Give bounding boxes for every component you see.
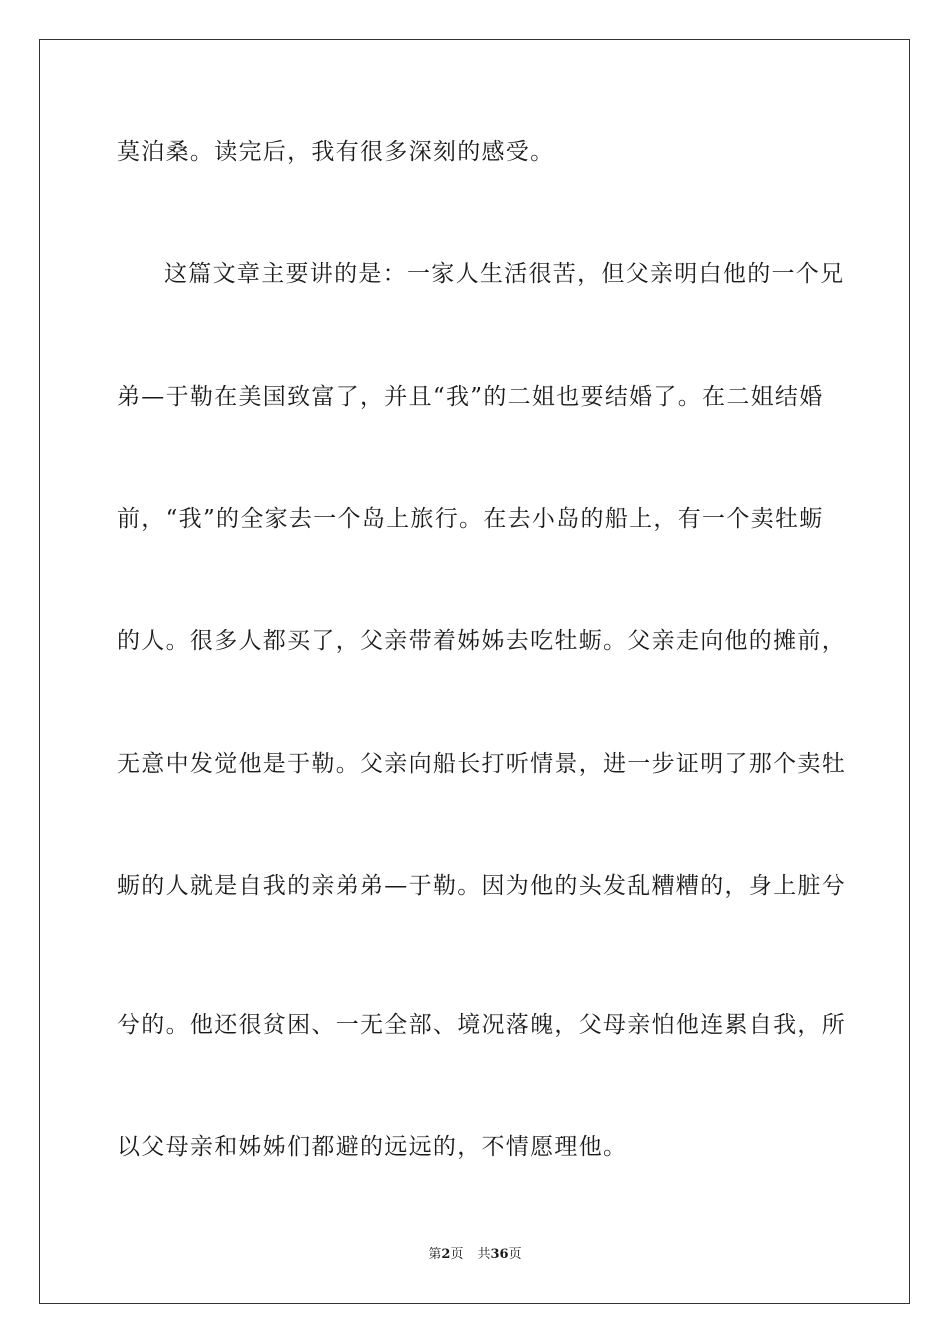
- total-prefix: 共: [477, 1247, 491, 1262]
- text-line-9: 以父母亲和姊姊们都避的远远的，不情愿理他。: [117, 1134, 628, 1160]
- text-line-5: 的人。很多人都买了，父亲带着姊姊去吃牡蛎。父亲走向他的摊前，: [117, 628, 846, 654]
- text-line-7: 蛎的人就是自我的亲弟弟—于勒。因为他的头发乱糟糟的，身上脏兮: [117, 873, 846, 899]
- page-suffix: 页: [450, 1247, 464, 1262]
- text-line-8: 兮的。他还很贫困、一无全部、境况落魄，父母亲怕他连累自我，所: [117, 1012, 846, 1038]
- text-line-4: 前，“我”的全家去一个岛上旅行。在去小岛的船上，有一个卖牡蛎: [117, 506, 824, 532]
- total-pages: 36: [490, 1247, 509, 1262]
- total-suffix: 页: [508, 1247, 522, 1262]
- text-line-1: 莫泊桑。读完后，我有很多深刻的感受。: [117, 139, 555, 165]
- page-number: 2: [441, 1247, 451, 1262]
- text-line-3: 弟—于勒在美国致富了，并且“我”的二姐也要结婚了。在二姐结婚: [117, 384, 824, 410]
- text-line-2: 这篇文章主要讲的是：一家人生活很苦，但父亲明白他的一个兄: [164, 261, 845, 287]
- page-prefix: 第: [428, 1247, 442, 1262]
- page-footer: [0, 1246, 950, 1264]
- text-line-6: 无意中发觉他是于勒。父亲向船长打听情景，进一步证明了那个卖牡: [117, 751, 846, 777]
- page-border: [39, 39, 910, 1304]
